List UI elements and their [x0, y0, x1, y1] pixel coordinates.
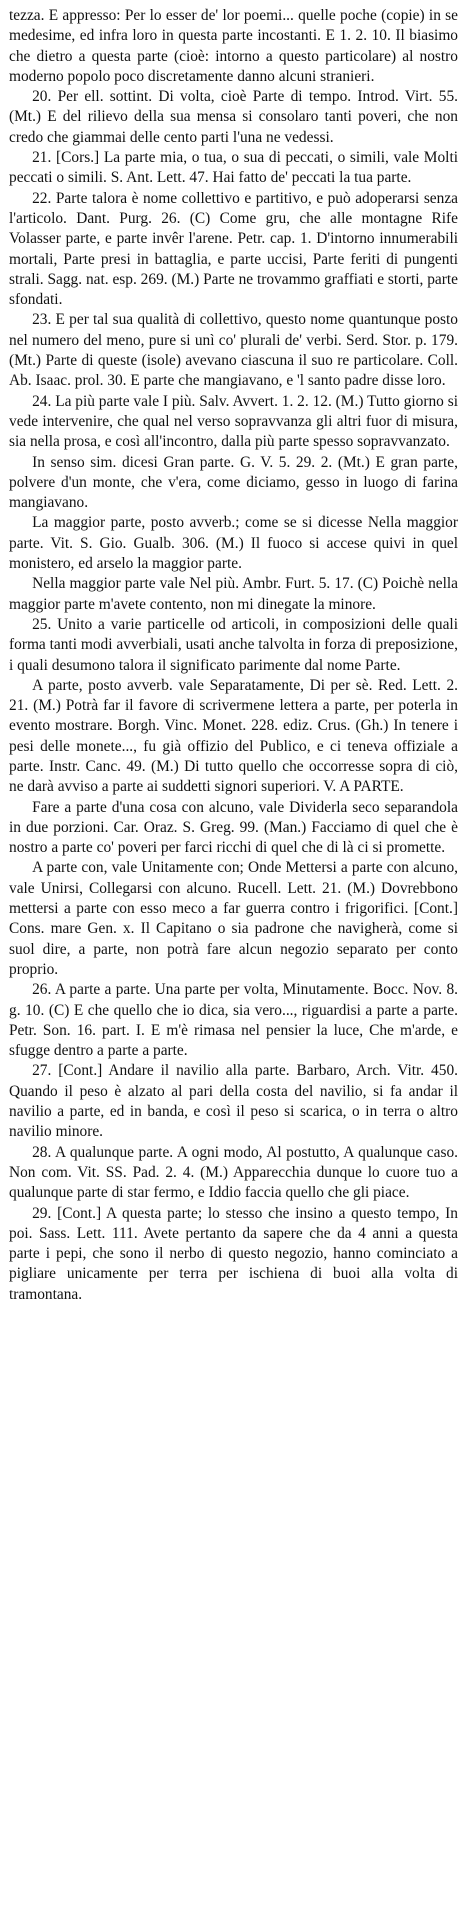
entry-28-paragraph: 28. A qualunque parte. A ogni modo, Al postutto, A qualunque caso. Non com. Vit. SS. Pad. 2. 4. (M.) Apparecchia dunque lo cuore tuo a qualunque parte di star fermo, e Iddio faccia quello che gli piace. [9, 1143, 458, 1202]
gran-parte-paragraph: In senso sim. dicesi Gran parte. G. V. 5. 29. 2. (Mt.) E gran parte, polvere d'un monte, che v'era, come diciamo, gesso in luogo di farina mangiavano. [9, 453, 458, 512]
a-parte-con-paragraph: A parte con, vale Unitamente con; Onde Mettersi a parte con alcuno, vale Unirsi, Collegarsi con alcuno. Rucell. Lett. 21. (M.) Dovrebbono mettersi a parte con esso meco a far guerra contro i frigorifici. [Cont.] Cons. mare Gen. x. Il Capitano o sia padrone che navigherà, come si suol dire, a parte, non potrà fare alcun negozio separato per conto proprio. [9, 859, 458, 978]
entry-27-paragraph: 27. [Cont.] Andare il navilio alla parte. Barbaro, Arch. Vitr. 450. Quando il peso è alzato al pari della costa del navilio, si fa andar il navilio a parte, ed in banda, e così il peso si scarica, o in terra o altro navilio minore. [9, 1062, 458, 1141]
a-parte-paragraph: A parte, posto avverb. vale Separatamente, Di per sè. Red. Lett. 2. 21. (M.) Potrà far il favore di scrivermene lettera a parte, per poterla in evento mostrare. Borgh. Vinc. Monet. 228. ediz. Crus. (Gh.) In tenere i pesi delle monete..., fu già offizio del Publico, e ci teneva offiziale a parte. Instr. Canc. 49. (M.) Di tutto quello che occorresse sopra di ciò, ne darà avviso a parte ai suddetti signori superiori. V. A PARTE. [9, 676, 458, 796]
la-maggior-parte-paragraph: La maggior parte, posto avverb.; come se si dicesse Nella maggior parte. Vit. S. Gio. Gualb. 306. (M.) Il fuoco si accese quivi in quel monistero, ed arselo la maggior parte. [9, 514, 458, 573]
fare-a-parte-paragraph: Fare a parte d'una cosa con alcuno, vale Dividerla seco separandola in due porzioni. Car. Oraz. S. Greg. 99. (Man.) Facciamo di quel che è nostro a parte co' poveri per farci ricchi di quel che di là ci si promette. [9, 798, 458, 857]
entry-22-paragraph: 22. Parte talora è nome collettivo e partitivo, e può adoperarsi senza l'articolo. Dant. Purg. 26. (C) Come gru, che alle montagne Rife Volasser parte, e parte invêr l'arene. Petr. cap. 1. D'intorno innumerabili mortali, Parte presi in battaglia, e parte uccisi, Parte feriti di pungenti strali. Sagg. nat. esp. 269. (M.) Parte ne trovammo graffiati e storti, parte sfondati. [9, 189, 458, 309]
entry-26-paragraph: 26. A parte a parte. Una parte per volta, Minutamente. Bocc. Nov. 8. g. 10. (C) E che quello che io dica, sia vero..., riguardisi a parte a parte. Petr. Son. 16. part. I. E m'è rimasa nel pensier la luce, Che m'arde, e sfugge dentro a parte a parte. [9, 981, 458, 1060]
entry-20-paragraph: 20. Per ell. sottint. Di volta, cioè Parte di tempo. Introd. Virt. 55. (Mt.) E del rilievo della sua mensa si consolaro tanti poveri, che non credo che giammai delle cento parti l'una ne vedessi. [9, 88, 458, 146]
entry-25-paragraph: 25. Unito a varie particelle od articoli, in composizioni delle quali forma tanti modi avverbiali, usati anche talvolta in forza di preposizione, i quali desumono talora il significato parimente dal nome Parte. [9, 615, 458, 674]
entry-continuation-paragraph: tezza. E appresso: Per lo esser de' lor poemi... quelle poche (copie) in se medesime, ed infra loro in questa parte incostanti. E 1. 2. 10. Il biasimo che dietro a questa parte (cioè: intorno a questo particolare) al nostro moderno popolo poco discretamente danno alcuni stranieri. [9, 7, 458, 85]
entry-23-paragraph: 23. E per tal sua qualità di collettivo, questo nome quantunque posto nel numero del meno, pure si unì co' plurali de' verbi. Serd. Stor. p. 179. (Mt.) Parte di queste (isole) avevano ciascuna il suo re particolare. Coll. Ab. Isaac. prol. 30. E parte che mangiavano, e 'l santo padre disse loro. [9, 311, 458, 390]
entry-29-paragraph: 29. [Cont.] A questa parte; lo stesso che insino a questo tempo, In poi. Sass. Lett. 111. Avete pertanto da sapere che da 4 anni a questa parte i pepi, che sono il nerbo di questo negozio, hanno cominciato a pigliare unicamente per terra per ischiena di buoi alla volta di tramontana. [9, 1204, 458, 1303]
entry-21-paragraph: 21. [Cors.] La parte mia, o tua, o sua di peccati, o simili, vale Molti peccati o simili. S. Ant. Lett. 47. Hai fatto de' peccati la tua parte. [9, 149, 458, 187]
nella-maggior-parte-paragraph: Nella maggior parte vale Nel più. Ambr. Furt. 5. 17. (C) Poichè nella maggior parte m'avete contento, non mi dinegate la minore. [9, 575, 458, 613]
entry-24-paragraph: 24. La più parte vale I più. Salv. Avvert. 1. 2. 12. (M.) Tutto giorno si vede intervenire, che qual nel verso sopravvanza gli altri fuor di misura, sia nella prosa, e così all'incontro, dalla più parte spesso sopravvanzato. [9, 392, 458, 451]
